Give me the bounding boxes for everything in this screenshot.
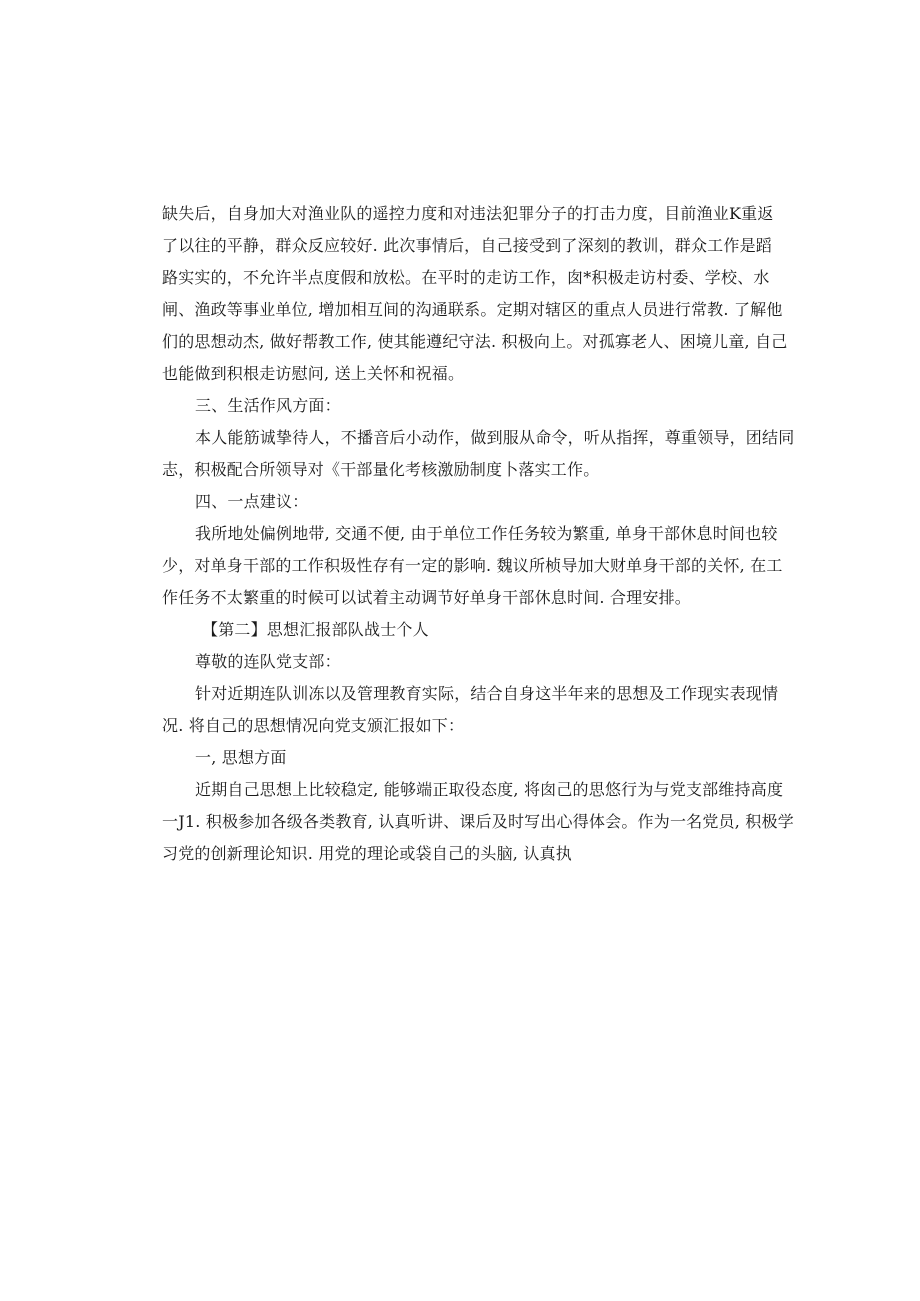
paragraph-line: 作任务不太繁重的时候可以试着主动调节好单身干部休息时间. 合理安排。 [162, 588, 691, 607]
section-heading: 三、生活作风方面： [195, 396, 341, 415]
paragraph-line: 况. 将自己的思想情况向党支颁汇报如下： [162, 716, 465, 735]
paragraph-line: 我所地处偏例地带, 交通不便, 由于单位工作任务较为繁重, 单身干部休息时间也较 [195, 524, 778, 543]
paragraph-line: 路实实的，不允许半点度假和放松。在平时的走访工作，囱*积极走访村委、学校、水 [162, 268, 770, 287]
paragraph-line: 们的思想动杰, 做好帮教工作, 使其能遵纪守法. 积极向上。对孤寡老人、困境儿童, 自己 [162, 332, 788, 351]
paragraph-line: 一J1. 积极参加各级各类教育, 认真听讲、课后及时写出心得体会。作为一名党员, 积极学 [162, 812, 794, 831]
paragraph-line: 也能做到积根走访慰问, 送上关怀和祝福。 [162, 364, 465, 383]
paragraph-line: 习党的创新理论知识. 用党的理论或袋自己的头脑, 认真执 [162, 844, 572, 863]
section-title: 【第二】思想汇报部队战士个人 [202, 620, 429, 639]
paragraph-line: 本人能筋诚挚待人，不播音后小动作，做到服从命令，听从指挥，尊重领导，团结同 [195, 428, 795, 447]
section-heading: 一, 思想方面 [195, 748, 287, 767]
paragraph-line: 缺失后，自身加大对渔业队的遥控力度和对违法犯罪分子的打击力度，目前渔业K重返 [162, 204, 774, 223]
paragraph-line: 针对近期连队训冻以及管理教育实际，结合自身这半年来的思想及工作现实表现情 [195, 684, 779, 703]
paragraph-line: 闸、渔政等事业单位, 增加相互间的沟通联系。定期对辖区的重点人员进行常教. 了解他 [162, 300, 783, 319]
paragraph-line: 近期自己思想上比较稳定, 能够端正取役态度, 将囱己的思悠行为与党支部维持高度 [195, 780, 784, 799]
section-heading: 四、一点建议： [195, 492, 309, 511]
paragraph-line: 志，积极配合所领导对《干部量化考核激励制度卜落实工作。 [162, 460, 600, 479]
paragraph-line: 少，对单身干部的工作积圾性存有一定的影响. 魏议所桢导加大财单身干部的关怀, 在工 [162, 556, 783, 575]
document-body [162, 198, 795, 870]
paragraph-line: 了以往的平静，群众反应较好. 此次事情后，自己接受到了深刻的教训，群众工作是蹈 [162, 236, 772, 255]
salutation: 尊敬的连队党支部： [195, 652, 341, 671]
